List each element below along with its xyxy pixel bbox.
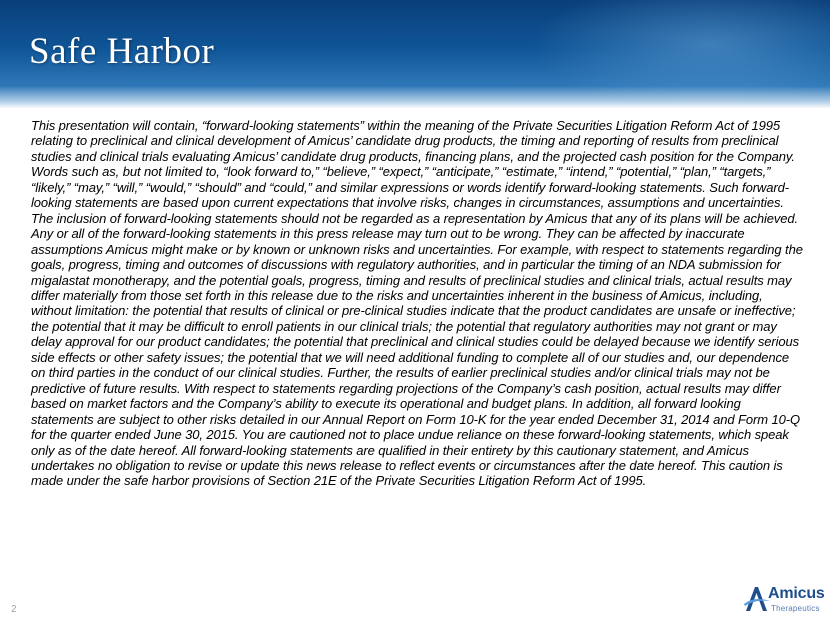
- logo-wordmark: Amicus: [768, 585, 825, 602]
- title-banner: [0, 0, 830, 108]
- logo-tagline: Therapeutics: [771, 604, 820, 613]
- amicus-logo-icon: [744, 584, 770, 614]
- safe-harbor-statement: This presentation will contain, “forward-looking statements” within the meaning of the Private Securities Litigation Reform Act of 1995 relating to preclinical and clinical development of Amicus’ candidate drug products, the timing and reporting of results from preclinical studies and clinical trials evaluating Amicus’ candidate drug products, financing plans, and the projected cash position for the Company. Words such as, but not limited to, “look forward to,” “believe,” “expect,” “anticipate,” “estimate,” “intend,” “potential,” “plan,” “targets,” “likely,” “may,” “will,” “would,” “should” and “could,” and similar expressions or words identify forward-looking statements. Such forward-looking statements are based upon current expectations that involve risks, changes in circumstances, assumptions and uncertainties. The inclusion of forward-looking statements should not be regarded as a representation by Amicus that any of its plans will be achieved. Any or all of the forward-looking statements in this press release may turn out to be wrong. They can be affected by inaccurate assumptions Amicus might make or by known or unknown risks and uncertainties. For example, with respect to statements regarding the goals, progress, timing and outcomes of discussions with regulatory authorities, and in particular the timing of an NDA submission for migalastat monotherapy, and the potential goals, progress, timing and results of preclinical studies and clinical trials, actual results may differ materially from those set forth in this release due to the risks and uncertainties inherent in the business of Amicus, including, without limitation: the potential that results of clinical or pre-clinical studies indicate that the product candidates are unsafe or ineffective; the potential that it may be difficult to enroll patients in our clinical trials; the potential that regulatory authorities may not grant or may delay approval for our product candidates; the potential that preclinical and clinical studies could be delayed because we identify serious side effects or other safety issues; the potential that we will need additional funding to complete all of our studies and, our dependence on third parties in the conduct of our clinical studies. Further, the results of earlier preclinical studies and/or clinical trials may not be predictive of future results. With respect to statements regarding projections of the Company’s cash position, actual results may differ based on market factors and the Company’s ability to execute its operational and budget plans. In addition, all forward looking statements are subject to other risks detailed in our Annual Report on Form 10-K for the year ended December 31, 2014 and Form 10-Q for the quarter ended June 30, 2015. You are cautioned not to place undue reliance on these forward-looking statements, which speak only as of the date hereof. All forward-looking statements are qualified in their entirety by this cautionary statement, and Amicus undertakes no obligation to revise or update this news release to reflect events or circumstances after the date hereof. This caution is made under the safe harbor provisions of Section 21E of the Private Securities Litigation Reform Act of 1995.: [31, 118, 803, 489]
- banner-glow: [530, 0, 830, 108]
- slide-title: Safe Harbor: [29, 31, 215, 72]
- amicus-logo: [744, 584, 825, 616]
- page-number: 2: [11, 604, 17, 615]
